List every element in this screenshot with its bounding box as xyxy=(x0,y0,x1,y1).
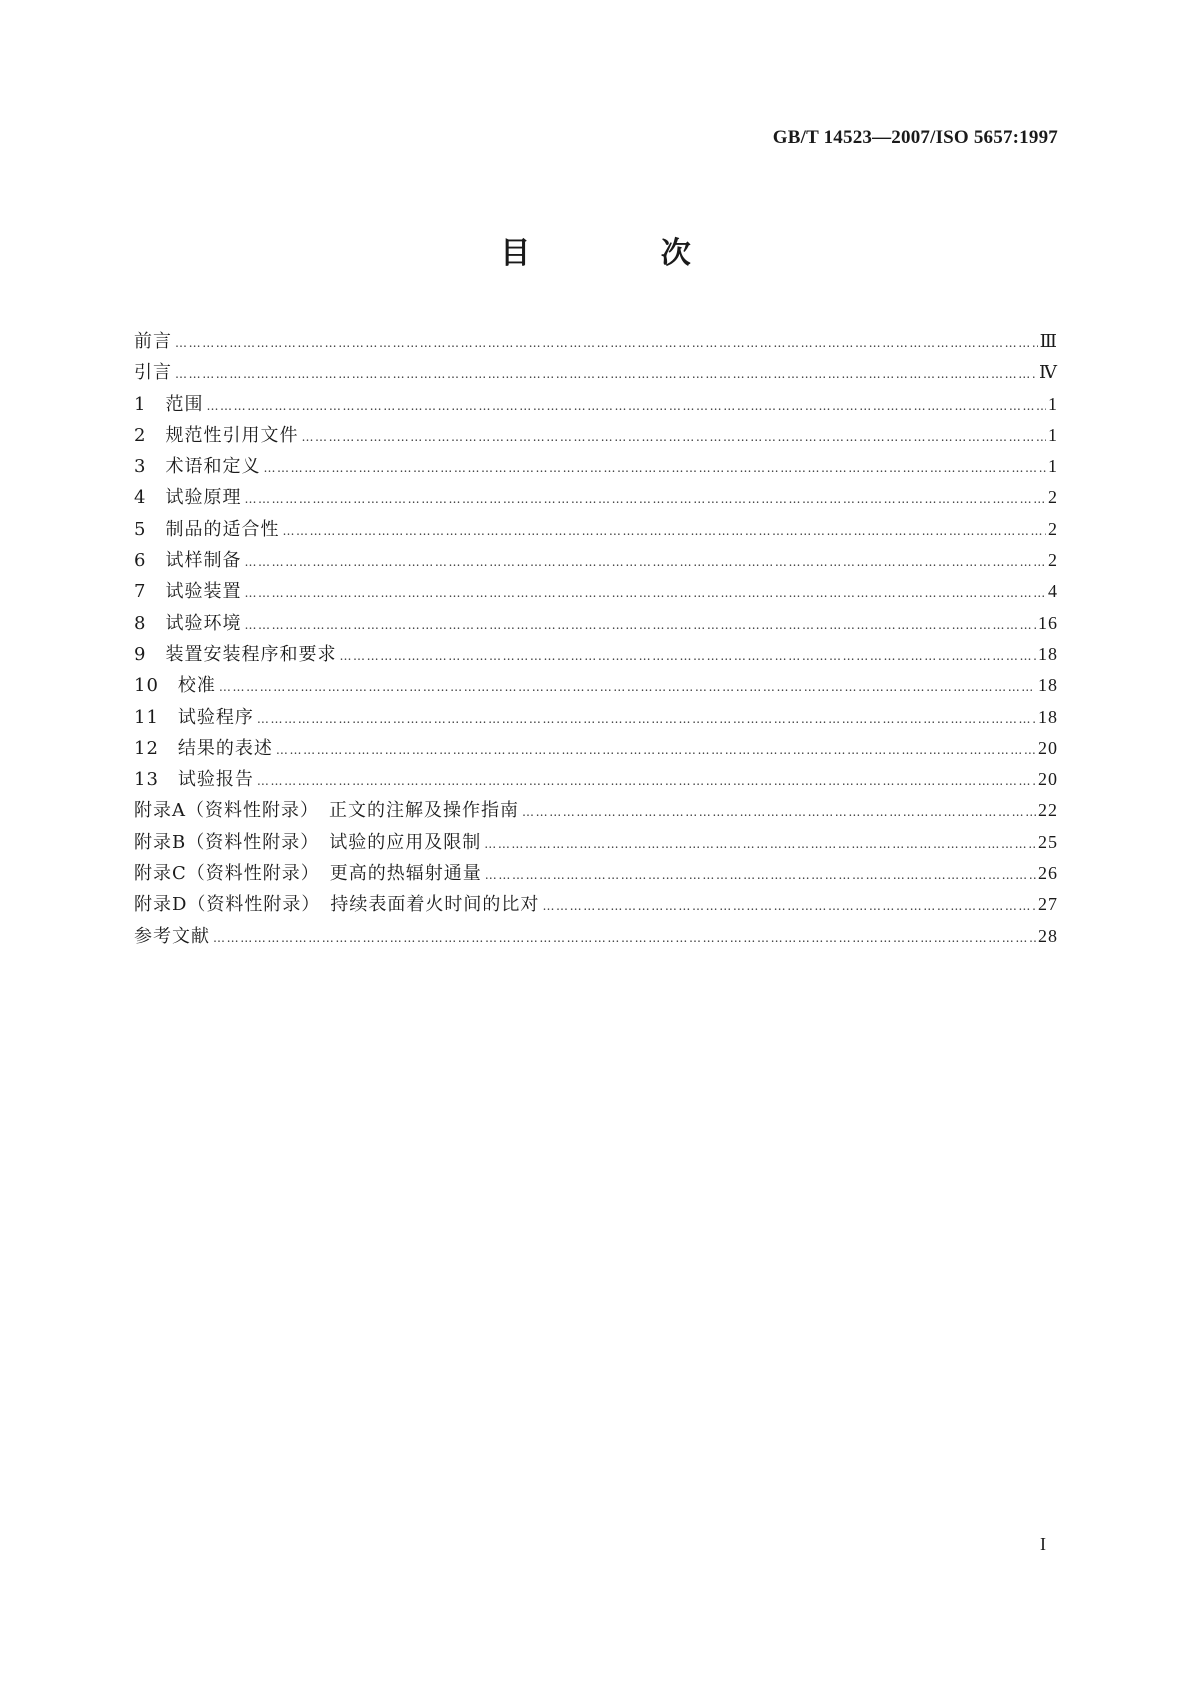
toc-dot-leader xyxy=(175,359,1037,390)
toc-entry-page: 27 xyxy=(1038,894,1058,915)
toc-entry-label: 9 装置安装程序和要求 xyxy=(134,643,337,665)
toc-entry[interactable] xyxy=(134,389,1058,420)
toc-entry-label: 13 试验报告 xyxy=(134,769,254,791)
toc-dot-leader xyxy=(244,578,1046,609)
toc-entry[interactable] xyxy=(134,764,1058,795)
toc-dot-leader xyxy=(263,453,1046,484)
toc-entry-page: 20 xyxy=(1038,737,1058,758)
toc-entry-page: 4 xyxy=(1048,581,1058,602)
toc-entry[interactable] xyxy=(134,545,1058,576)
toc-entry-page: 26 xyxy=(1038,863,1058,884)
toc-entry[interactable] xyxy=(134,420,1058,451)
toc-entry-page: Ⅲ xyxy=(1039,331,1058,351)
toc-entry-page: 20 xyxy=(1038,769,1058,790)
toc-dot-leader xyxy=(485,860,1036,891)
toc-entry[interactable] xyxy=(134,702,1058,733)
toc-entry[interactable] xyxy=(134,576,1058,607)
toc-dot-leader xyxy=(542,891,1036,922)
toc-entry-label: 前言 xyxy=(134,331,172,352)
toc-entry[interactable] xyxy=(134,608,1058,639)
toc-dot-leader xyxy=(257,704,1036,735)
toc-dot-leader xyxy=(522,797,1036,828)
toc-entry-page: 16 xyxy=(1038,612,1058,633)
page-number: I xyxy=(1040,1534,1046,1554)
toc-dot-leader xyxy=(213,923,1036,954)
toc-dot-leader xyxy=(484,829,1036,860)
toc-dot-leader xyxy=(339,641,1036,672)
toc-entry-label: 附录B（资料性附录） 试验的应用及限制 xyxy=(134,831,482,853)
toc-entry-label: 参考文献 xyxy=(134,925,210,947)
toc-dot-leader xyxy=(301,422,1046,453)
toc-entry-label: 10 校准 xyxy=(134,675,216,697)
toc-dot-leader xyxy=(276,735,1036,766)
toc-entry-label: 附录D（资料性附录） 持续表面着火时间的比对 xyxy=(134,894,540,916)
toc-entry[interactable] xyxy=(134,326,1058,357)
toc-entry-label: 附录A（资料性附录） 正文的注解及操作指南 xyxy=(134,800,519,822)
standard-code: GB/T 14523—2007/ISO 5657:1997 xyxy=(772,127,1058,148)
toc-entry[interactable] xyxy=(134,921,1058,952)
toc-entry[interactable] xyxy=(134,795,1058,826)
toc-dot-leader xyxy=(244,610,1036,641)
toc-entry-page: 28 xyxy=(1038,925,1058,946)
page-title: 目 次 xyxy=(500,236,751,271)
toc-entry-label: 3 术语和定义 xyxy=(134,456,261,478)
toc-entry-page: 1 xyxy=(1048,393,1058,414)
toc-entry[interactable] xyxy=(134,889,1058,920)
toc-entry-label: 2 规范性引用文件 xyxy=(134,424,299,446)
toc-entry[interactable] xyxy=(134,733,1058,764)
toc-entry-label: 12 结果的表述 xyxy=(134,737,273,759)
toc-dot-leader xyxy=(282,516,1046,547)
toc-entry[interactable] xyxy=(134,451,1058,482)
toc-entry-label: 4 试验原理 xyxy=(134,487,242,509)
toc-entry-label: 引言 xyxy=(134,362,172,384)
toc-dot-leader xyxy=(244,547,1046,578)
toc-entry-page: 1 xyxy=(1048,424,1058,445)
toc-entry-page: Ⅳ xyxy=(1039,362,1058,383)
toc-entry-label: 附录C（资料性附录） 更高的热辐射通量 xyxy=(134,863,482,885)
toc-entry-label: 7 试验装置 xyxy=(134,581,242,603)
toc-entry-page: 2 xyxy=(1048,518,1058,539)
toc-entry-label: 8 试验环境 xyxy=(134,612,242,634)
toc-entry-label: 6 试样制备 xyxy=(134,550,242,572)
toc-entry-page: 22 xyxy=(1038,800,1058,821)
toc-entry[interactable] xyxy=(134,357,1058,388)
toc-dot-leader xyxy=(175,328,1038,359)
toc-entry[interactable] xyxy=(134,670,1058,701)
toc-entry-page: 18 xyxy=(1038,643,1058,664)
toc-dot-leader xyxy=(219,672,1036,703)
toc-entry-page: 18 xyxy=(1038,675,1058,696)
toc-entry-page: 18 xyxy=(1038,706,1058,727)
toc-entry[interactable] xyxy=(134,639,1058,670)
toc-dot-leader xyxy=(257,766,1036,797)
toc-entry-page: 2 xyxy=(1048,487,1058,508)
toc-entry[interactable] xyxy=(134,858,1058,889)
toc-entry[interactable] xyxy=(134,827,1058,858)
toc-dot-leader xyxy=(244,484,1046,515)
toc-entry[interactable] xyxy=(134,482,1058,513)
toc-entry-page: 2 xyxy=(1048,550,1058,571)
toc-entry-label: 1 范围 xyxy=(134,393,204,415)
toc-entry[interactable] xyxy=(134,514,1058,545)
toc-entry-label: 5 制品的适合性 xyxy=(134,518,280,540)
toc-entry-page: 1 xyxy=(1048,456,1058,477)
table-of-contents xyxy=(134,326,1058,952)
toc-entry-label: 11 试验程序 xyxy=(134,706,254,728)
toc-entry-page: 25 xyxy=(1038,831,1058,852)
toc-dot-leader xyxy=(206,391,1046,422)
